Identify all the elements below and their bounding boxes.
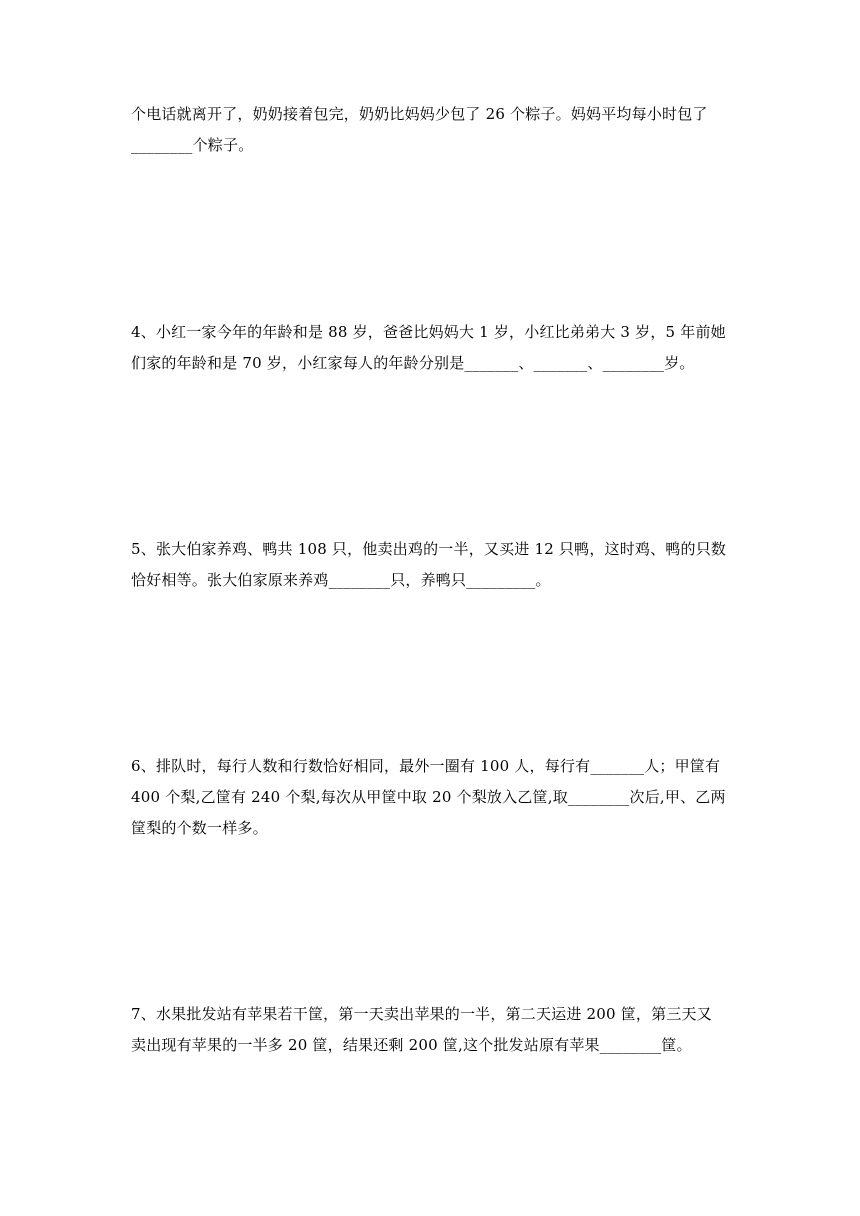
question-line: 400 个梨,乙筐有 240 个梨,每次从甲筐中取 20 个梨放入乙筐,取________次后,甲、乙两 xyxy=(131,788,726,806)
question-line: 6、排队时，每行人数和行数恰好相同，最外一圈有 100 人，每行有_______人；甲筐有 xyxy=(131,757,721,775)
question-line: 个电话就离开了，奶奶接着包完，奶奶比妈妈少包了 26 个粽子。妈妈平均每小时包了 xyxy=(131,105,708,123)
question-line: 卖出现有苹果的一半多 20 筐，结果还剩 200 筐,这个批发站原有苹果________筐。 xyxy=(131,1036,692,1054)
question-line: 5、张大伯家养鸡、鸭共 108 只，他卖出鸡的一半，又买进 12 只鸭，这时鸡、鸭的只数 xyxy=(131,540,727,558)
question-line: ________个粽子。 xyxy=(131,136,254,154)
question-line: 筐梨的个数一样多。 xyxy=(131,819,268,837)
question-line: 4、小红一家今年的年龄和是 88 岁，爸爸比妈妈大 1 岁，小红比弟弟大 3 岁，5 年前她 xyxy=(131,323,726,341)
question-line: 恰好相等。张大伯家原来养鸡________只，养鸭只_________。 xyxy=(131,571,551,589)
question-line: 7、水果批发站有苹果若干筐，第一天卖出苹果的一半，第二天运进 200 筐，第三天又 xyxy=(131,1005,712,1023)
question-line: 们家的年龄和是 70 岁，小红家每人的年龄分别是_______、_______、________岁。 xyxy=(131,354,695,372)
